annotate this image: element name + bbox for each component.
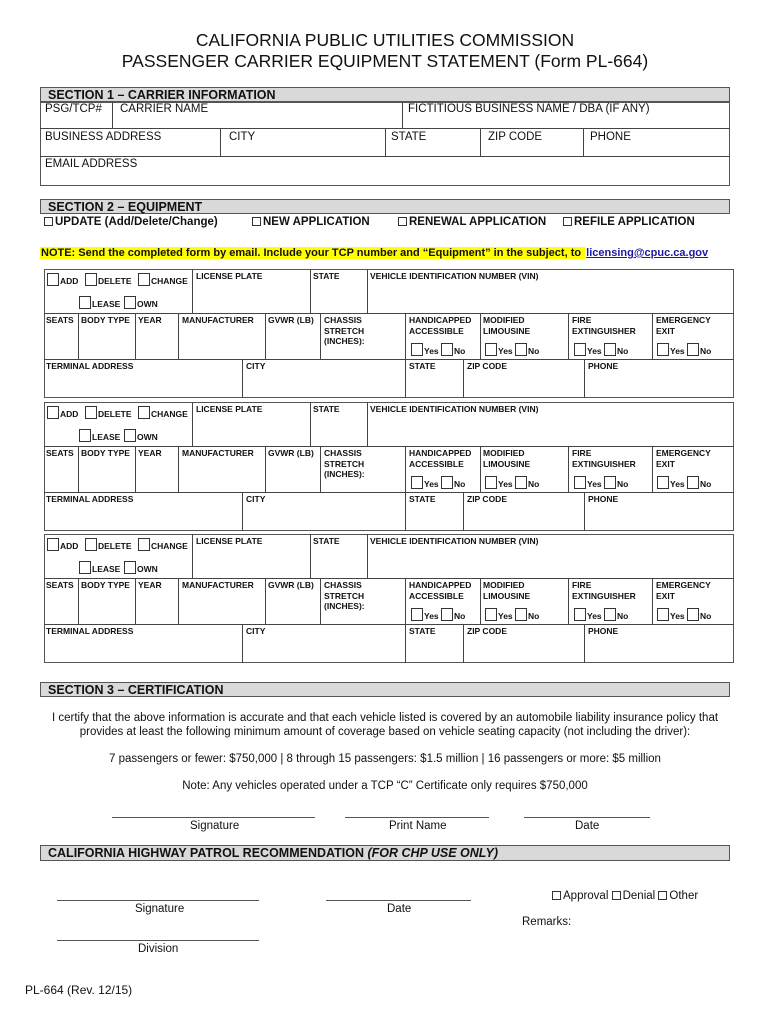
dba-field[interactable]: FICTITIOUS BUSINESS NAME / DBA (IF ANY) — [408, 103, 650, 115]
denial-checkbox[interactable] — [612, 891, 621, 900]
vehicle-3-emergency-yes-no — [657, 608, 711, 621]
vehicle-2-emergency-no[interactable]: No — [687, 479, 711, 489]
vehicle-3-emergency-no[interactable]: No — [687, 611, 711, 621]
vehicle-3-modified-label-1: MODIFIED — [483, 580, 525, 590]
vehicle-1-chassis-label-2: STRETCH — [324, 325, 365, 336]
vehicle-3-year-label: YEAR — [138, 580, 162, 590]
chp-remarks-label: Remarks: — [522, 916, 572, 928]
vehicle-2-modified-no[interactable]: No — [515, 479, 539, 489]
vehicle-2-chassis-label-1: CHASSIS — [324, 448, 362, 458]
form-revision: PL-664 (Rev. 12/15) — [25, 983, 133, 997]
vehicle-3-handicapped-no-checkbox[interactable] — [441, 608, 453, 621]
vehicle-3-fire-label-1: FIRE — [572, 580, 592, 590]
cert-signature-label: Signature — [190, 820, 240, 832]
vehicle-2-fire-label-2: EXTINGUISHER — [572, 458, 636, 469]
vehicle-2-handicapped-label-2: ACCESSIBLE — [409, 458, 464, 469]
vehicle-1-own-checkbox[interactable] — [124, 296, 136, 309]
vehicle-1-modified-label-1: MODIFIED — [483, 315, 525, 325]
vehicle-1-handicapped-label-2: ACCESSIBLE — [409, 325, 464, 336]
vehicle-1-body-type-label: BODY TYPE — [81, 315, 130, 325]
vehicle-1-modified-no-checkbox[interactable] — [515, 343, 527, 356]
vehicle-1-delete-option[interactable]: DELETE — [85, 273, 132, 286]
psg-tcp-field[interactable]: PSG/TCP# — [45, 103, 102, 115]
chp-title: CALIFORNIA HIGHWAY PATROL RECOMMENDATION (FOR CHP USE ONLY) — [40, 845, 730, 861]
approval-checkbox[interactable] — [552, 891, 561, 900]
vehicle-1-emergency-no[interactable]: No — [687, 346, 711, 356]
carrier-name-field[interactable]: CARRIER NAME — [120, 103, 209, 115]
vehicle-3-handicapped-no[interactable]: No — [441, 611, 465, 621]
vehicle-1-state-label: STATE — [409, 361, 436, 371]
vehicle-2-modified-label-2: LIMOUSINE — [483, 458, 531, 469]
city-field[interactable]: CITY — [229, 131, 256, 143]
vehicle-2-vin-label: VEHICLE IDENTIFICATION NUMBER (VIN) — [370, 404, 539, 414]
vehicle-1-emergency-label-1: EMERGENCY — [656, 315, 711, 325]
certification-para-1: I certify that the above information is accurate and that each vehicle listed is covered by an automobile liability insurance policy that — [51, 712, 719, 724]
vehicle-3-change-option[interactable]: CHANGE — [138, 538, 188, 551]
vehicle-3-fire-no[interactable]: No — [604, 611, 628, 621]
vehicle-3-chassis-label-2: STRETCH — [324, 590, 365, 601]
vehicle-3-emergency-no-checkbox[interactable] — [687, 608, 699, 621]
new-application-checkbox[interactable] — [252, 217, 261, 226]
refile-option[interactable]: REFILE APPLICATION — [563, 216, 695, 228]
vehicle-3-fire-yes-no — [574, 608, 628, 621]
denial-option[interactable]: Denial — [612, 890, 656, 902]
vehicle-2-emergency-label-1: EMERGENCY — [656, 448, 711, 458]
vehicle-1-fire-no[interactable]: No — [604, 346, 628, 356]
vehicle-2-modified-yes-no — [485, 476, 539, 489]
vehicle-3-add-option[interactable]: ADD — [47, 538, 78, 551]
vehicle-1-city-label: CITY — [246, 361, 266, 371]
vehicle-3-change-checkbox[interactable] — [138, 538, 150, 551]
other-checkbox[interactable] — [658, 891, 667, 900]
vehicle-3-modified-label-2: LIMOUSINE — [483, 590, 531, 601]
vehicle-1-fire-yes[interactable]: Yes — [574, 346, 602, 356]
vehicle-2-modified-yes-checkbox[interactable] — [485, 476, 497, 489]
vehicle-3-gvwr-label: GVWR (LB) — [268, 580, 314, 590]
vehicle-2-emergency-yes-checkbox[interactable] — [657, 476, 669, 489]
vehicle-2-handicapped-yes-checkbox[interactable] — [411, 476, 423, 489]
vehicle-2-gvwr-label: GVWR (LB) — [268, 448, 314, 458]
vehicle-1-vin-label: VEHICLE IDENTIFICATION NUMBER (VIN) — [370, 271, 539, 281]
email-note — [40, 243, 709, 261]
vehicle-2-add-option[interactable]: ADD — [47, 406, 78, 419]
vehicle-2-fire-yes-checkbox[interactable] — [574, 476, 586, 489]
vehicle-1-chassis-label-3: (INCHES): — [324, 336, 365, 346]
coverage-amounts: 7 passengers or fewer: $750,000 | 8 through 15 passengers: $1.5 million | 16 passengers or more: $5 million — [109, 753, 661, 765]
vehicle-3-modified-yes[interactable]: Yes — [485, 611, 513, 621]
vehicle-3-modified-yes-no — [485, 608, 539, 621]
vehicle-1-emergency-yes[interactable]: Yes — [657, 346, 685, 356]
zip-field[interactable]: ZIP CODE — [488, 131, 543, 143]
cert-print-name-label: Print Name — [389, 820, 447, 832]
note-email-link[interactable]: licensing@cpuc.ca.gov — [586, 247, 709, 259]
vehicle-2-fire-label-1: FIRE — [572, 448, 592, 458]
vehicle-1-own-option[interactable]: OWN — [124, 296, 158, 309]
vehicle-3-lease-checkbox[interactable] — [79, 561, 91, 574]
vehicle-1-add-checkbox[interactable] — [47, 273, 59, 286]
vehicle-3-seats-label: SEATS — [46, 580, 74, 590]
vehicle-2-modified-yes[interactable]: Yes — [485, 479, 513, 489]
vehicle-1-plate-state-label: STATE — [313, 271, 340, 281]
vehicle-1-fire-no-checkbox[interactable] — [604, 343, 616, 356]
vehicle-1-lease-option[interactable]: LEASE — [79, 296, 120, 309]
vehicle-3-plate-state-label: STATE — [313, 536, 340, 546]
vehicle-2-handicapped-yes[interactable]: Yes — [411, 479, 439, 489]
state-field[interactable]: STATE — [391, 131, 427, 143]
business-address-field[interactable]: BUSINESS ADDRESS — [45, 131, 162, 143]
vehicle-2-handicapped-yes-no — [411, 476, 465, 489]
vehicle-1-license-plate-label: LICENSE PLATE — [196, 271, 263, 281]
chp-division-line[interactable] — [57, 940, 259, 941]
vehicle-3-handicapped-label-1: HANDICAPPED — [409, 580, 472, 590]
vehicle-3-modified-no-checkbox[interactable] — [515, 608, 527, 621]
update-checkbox[interactable] — [44, 217, 53, 226]
vehicle-3-fire-label-2: EXTINGUISHER — [572, 590, 636, 601]
vehicle-2-handicapped-no-checkbox[interactable] — [441, 476, 453, 489]
vehicle-1-modified-no[interactable]: No — [515, 346, 539, 356]
vehicle-3-emergency-yes-checkbox[interactable] — [657, 608, 669, 621]
vehicle-2-fire-yes-no — [574, 476, 628, 489]
cert-date-line[interactable] — [524, 817, 650, 818]
section3-title: SECTION 3 – CERTIFICATION — [40, 682, 730, 697]
vehicle-1-year-label: YEAR — [138, 315, 162, 325]
other-option[interactable]: Other — [658, 890, 698, 902]
refile-checkbox[interactable] — [563, 217, 572, 226]
vehicle-1-chassis-label-1: CHASSIS — [324, 315, 362, 325]
update-option[interactable]: UPDATE (Add/Delete/Change) — [44, 216, 218, 228]
chp-date-line[interactable] — [326, 900, 471, 901]
vehicle-2-seats-label: SEATS — [46, 448, 74, 458]
chp-date-label: Date — [387, 903, 412, 915]
vehicle-2-year-label: YEAR — [138, 448, 162, 458]
vehicle-1-terminal-label: TERMINAL ADDRESS — [46, 361, 134, 371]
section2-title: SECTION 2 – EQUIPMENT — [40, 199, 730, 214]
vehicle-3-modified-no[interactable]: No — [515, 611, 539, 621]
vehicle-2-state-label: STATE — [409, 494, 436, 504]
vehicle-2-emergency-no-checkbox[interactable] — [687, 476, 699, 489]
vehicle-3-handicapped-yes-checkbox[interactable] — [411, 608, 423, 621]
vehicle-3-emergency-yes[interactable]: Yes — [657, 611, 685, 621]
vehicle-2-lease-checkbox[interactable] — [79, 429, 91, 442]
vehicle-2-fire-no-checkbox[interactable] — [604, 476, 616, 489]
vehicle-3-city-label: CITY — [246, 626, 266, 636]
vehicle-3-own-option[interactable]: OWN — [124, 561, 158, 574]
vehicle-1-fire-label-1: FIRE — [572, 315, 592, 325]
section1-title: SECTION 1 – CARRIER INFORMATION — [40, 87, 730, 102]
vehicle-1-zip-label: ZIP CODE — [467, 361, 507, 371]
renewal-option[interactable]: RENEWAL APPLICATION — [398, 216, 546, 228]
vehicle-2-emergency-yes-no — [657, 476, 711, 489]
vehicle-3-chassis-label-1: CHASSIS — [324, 580, 362, 590]
vehicle-1-seats-label: SEATS — [46, 315, 74, 325]
vehicle-2-city-label: CITY — [246, 494, 266, 504]
vehicle-1-handicapped-no[interactable]: No — [441, 346, 465, 356]
note-text: NOTE: Send the completed form by email. Include your TCP number and “Equipment” in the subject, to — [41, 247, 585, 259]
vehicle-1-emergency-no-checkbox[interactable] — [687, 343, 699, 356]
vehicle-3-license-plate-label: LICENSE PLATE — [196, 536, 263, 546]
vehicle-3-emergency-label-1: EMERGENCY — [656, 580, 711, 590]
vehicle-2-plate-state-label: STATE — [313, 404, 340, 414]
vehicle-1-delete-checkbox[interactable] — [85, 273, 97, 286]
chp-division-label: Division — [138, 943, 179, 955]
vehicle-1-handicapped-yes[interactable]: Yes — [411, 346, 439, 356]
vehicle-2-emergency-yes[interactable]: Yes — [657, 479, 685, 489]
approval-option[interactable]: Approval — [552, 890, 608, 902]
vehicle-2-own-option[interactable]: OWN — [124, 429, 158, 442]
chp-recommendation-options — [552, 889, 698, 903]
vehicle-2-handicapped-no[interactable]: No — [441, 479, 465, 489]
vehicle-3-state-label: STATE — [409, 626, 436, 636]
vehicle-1-fire-yes-no — [574, 343, 628, 356]
vehicle-2-change-option[interactable]: CHANGE — [138, 406, 188, 419]
vehicle-1-add-option[interactable]: ADD — [47, 273, 78, 286]
email-field[interactable]: EMAIL ADDRESS — [45, 158, 138, 170]
form-title-line1: CALIFORNIA PUBLIC UTILITIES COMMISSION — [195, 30, 575, 50]
vehicle-1-phone-label: PHONE — [588, 361, 619, 371]
vehicle-3-own-checkbox[interactable] — [124, 561, 136, 574]
cert-print-name-line[interactable] — [345, 817, 489, 818]
vehicle-3-delete-option[interactable]: DELETE — [85, 538, 132, 551]
vehicle-1-gvwr-label: GVWR (LB) — [268, 315, 314, 325]
vehicle-1-modified-yes-checkbox[interactable] — [485, 343, 497, 356]
vehicle-2-license-plate-label: LICENSE PLATE — [196, 404, 263, 414]
vehicle-3-manufacturer-label: MANUFACTURER — [182, 580, 254, 590]
vehicle-2-modified-no-checkbox[interactable] — [515, 476, 527, 489]
cert-signature-line[interactable] — [112, 817, 315, 818]
vehicle-2-emergency-label-2: EXIT — [656, 458, 675, 469]
certification-para-2: provides at least the following minimum amount of coverage based on vehicle seating capacity (not including the driver): — [79, 726, 691, 738]
new-application-option[interactable]: NEW APPLICATION — [252, 216, 370, 228]
vehicle-3-handicapped-yes-no — [411, 608, 465, 621]
chp-signature-label: Signature — [135, 903, 185, 915]
vehicle-2-zip-label: ZIP CODE — [467, 494, 507, 504]
chp-signature-line[interactable] — [57, 900, 259, 901]
vehicle-2-fire-yes[interactable]: Yes — [574, 479, 602, 489]
vehicle-3-fire-yes-checkbox[interactable] — [574, 608, 586, 621]
vehicle-1-modified-label-2: LIMOUSINE — [483, 325, 531, 336]
vehicle-1-change-checkbox[interactable] — [138, 273, 150, 286]
vehicle-1-modified-yes[interactable]: Yes — [485, 346, 513, 356]
vehicle-3-phone-label: PHONE — [588, 626, 619, 636]
renewal-checkbox[interactable] — [398, 217, 407, 226]
vehicle-3-fire-yes[interactable]: Yes — [574, 611, 602, 621]
vehicle-1-lease-checkbox[interactable] — [79, 296, 91, 309]
vehicle-1-handicapped-yes-no — [411, 343, 465, 356]
vehicle-2-change-checkbox[interactable] — [138, 406, 150, 419]
vehicle-1-fire-yes-checkbox[interactable] — [574, 343, 586, 356]
vehicle-2-body-type-label: BODY TYPE — [81, 448, 130, 458]
cert-date-label: Date — [575, 820, 600, 832]
vehicle-3-body-type-label: BODY TYPE — [81, 580, 130, 590]
vehicle-1-modified-yes-no — [485, 343, 539, 356]
vehicle-2-add-checkbox[interactable] — [47, 406, 59, 419]
vehicle-3-vin-label: VEHICLE IDENTIFICATION NUMBER (VIN) — [370, 536, 539, 546]
vehicle-3-modified-yes-checkbox[interactable] — [485, 608, 497, 621]
vehicle-3-fire-no-checkbox[interactable] — [604, 608, 616, 621]
vehicle-2-own-checkbox[interactable] — [124, 429, 136, 442]
vehicle-3-terminal-label: TERMINAL ADDRESS — [46, 626, 134, 636]
vehicle-2-chassis-label-2: STRETCH — [324, 458, 365, 469]
vehicle-2-terminal-label: TERMINAL ADDRESS — [46, 494, 134, 504]
vehicle-1-emergency-yes-checkbox[interactable] — [657, 343, 669, 356]
vehicle-3-zip-label: ZIP CODE — [467, 626, 507, 636]
vehicle-2-manufacturer-label: MANUFACTURER — [182, 448, 254, 458]
vehicle-3-delete-checkbox[interactable] — [85, 538, 97, 551]
vehicle-1-emergency-yes-no — [657, 343, 711, 356]
vehicle-2-handicapped-label-1: HANDICAPPED — [409, 448, 472, 458]
vehicle-1-manufacturer-label: MANUFACTURER — [182, 315, 254, 325]
vehicle-1-change-option[interactable]: CHANGE — [138, 273, 188, 286]
vehicle-2-delete-checkbox[interactable] — [85, 406, 97, 419]
vehicle-2-delete-option[interactable]: DELETE — [85, 406, 132, 419]
vehicle-3-lease-option[interactable]: LEASE — [79, 561, 120, 574]
vehicle-3-handicapped-label-2: ACCESSIBLE — [409, 590, 464, 601]
tcp-c-note: Note: Any vehicles operated under a TCP “C” Certificate only requires $750,000 — [182, 780, 588, 792]
vehicle-2-fire-no[interactable]: No — [604, 479, 628, 489]
phone-field[interactable]: PHONE — [590, 131, 631, 143]
form-title-line2: PASSENGER CARRIER EQUIPMENT STATEMENT (Form PL-664) — [121, 51, 649, 71]
vehicle-1-handicapped-yes-checkbox[interactable] — [411, 343, 423, 356]
vehicle-3-chassis-label-3: (INCHES): — [324, 601, 365, 611]
vehicle-3-add-checkbox[interactable] — [47, 538, 59, 551]
vehicle-2-phone-label: PHONE — [588, 494, 619, 504]
vehicle-2-lease-option[interactable]: LEASE — [79, 429, 120, 442]
vehicle-1-handicapped-no-checkbox[interactable] — [441, 343, 453, 356]
vehicle-3-emergency-label-2: EXIT — [656, 590, 675, 601]
vehicle-2-chassis-label-3: (INCHES): — [324, 469, 365, 479]
vehicle-2-modified-label-1: MODIFIED — [483, 448, 525, 458]
vehicle-1-fire-label-2: EXTINGUISHER — [572, 325, 636, 336]
vehicle-1-handicapped-label-1: HANDICAPPED — [409, 315, 472, 325]
vehicle-1-emergency-label-2: EXIT — [656, 325, 675, 336]
vehicle-3-handicapped-yes[interactable]: Yes — [411, 611, 439, 621]
